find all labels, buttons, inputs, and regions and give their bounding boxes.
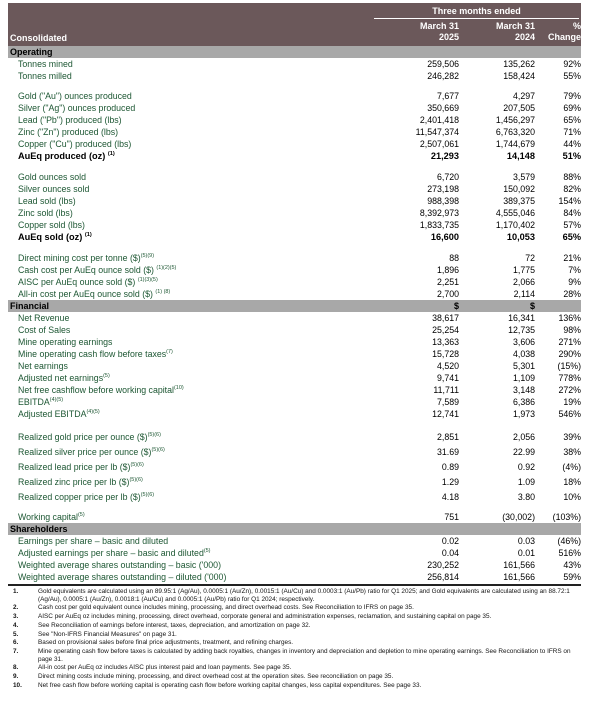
value-change: (4%)	[562, 461, 581, 472]
row-label: Realized gold price per ounce ($)$^{(5)(6)}$	[18, 431, 161, 442]
row-label: Copper ("Cu") produced (lbs)	[18, 138, 132, 149]
footnote-number: 9.	[13, 672, 19, 680]
value-change: 271%	[558, 336, 581, 347]
footnote-text: All-in cost per AuEq oz includes AISC plus interest paid and loan payments. See page 35.	[38, 664, 292, 672]
row-label: Tonnes milled	[18, 70, 72, 81]
footnote-item	[8, 673, 581, 681]
value-2025: 15,728	[432, 348, 459, 359]
footnote-item	[8, 664, 581, 672]
footnote-reference: (4)(5)	[86, 408, 100, 415]
value-2025: 256,814	[427, 571, 459, 582]
section-header-financial	[8, 300, 581, 312]
footnote-reference: (1)	[107, 151, 115, 158]
table-row	[8, 219, 581, 231]
footnote-number: 10.	[13, 681, 22, 689]
value-change: 65%	[563, 114, 581, 125]
value-2024: (30,002)	[502, 511, 535, 522]
value-2025: 0.89	[441, 461, 459, 472]
footnote-reference: (7)	[166, 348, 173, 355]
value-2025: 8,392,973	[419, 207, 459, 218]
table-row	[8, 126, 581, 138]
footnote-text: Direct mining costs include mining, processing, and direct overhead cost at the operation sites. See reconciliation on page 35.	[38, 672, 394, 680]
value-2025: 7,589	[436, 396, 459, 407]
period-span-label: Three months ended	[374, 5, 579, 19]
value-2024: 10,053	[506, 232, 535, 243]
row-label: Weighted average shares outstanding – basic ('000)	[18, 559, 221, 570]
value-change: 136%	[558, 312, 581, 323]
row-label: Cost of Sales	[18, 324, 71, 335]
row-label: Tonnes mined	[18, 58, 73, 69]
table-row	[8, 547, 581, 559]
row-label: Weighted average shares outstanding – diluted ('000)	[18, 571, 227, 582]
value-change: 55%	[563, 70, 581, 81]
value-2024: 72	[525, 252, 535, 263]
row-spacer	[8, 244, 581, 252]
value-2024: 1.09	[517, 476, 535, 487]
footnote-number: 7.	[13, 647, 19, 655]
table-row	[8, 58, 581, 70]
value-2025: 350,669	[427, 102, 459, 113]
value-2025: 259,506	[427, 58, 459, 69]
value-2025: 25,254	[432, 324, 459, 335]
table-row	[8, 90, 581, 102]
value-change: 88%	[563, 171, 581, 182]
value-2025: 1,833,735	[419, 219, 459, 230]
value-2024: 22.99	[512, 446, 535, 457]
value-2025: 2,507,061	[419, 138, 459, 149]
value-2024: 207,505	[503, 102, 535, 113]
table-row	[8, 511, 581, 523]
value-2024: 4,555,046	[495, 207, 535, 218]
value-2024: 1,744,679	[495, 138, 535, 149]
value-change: (103%)	[552, 511, 581, 522]
value-2024: 2,056	[512, 431, 535, 442]
row-spacer	[8, 163, 581, 171]
value-change: 272%	[558, 384, 581, 395]
value-change: 290%	[558, 348, 581, 359]
row-label: Net Revenue	[18, 312, 70, 323]
value-2025: 4.18	[441, 491, 459, 502]
value-2025: 13,363	[432, 336, 459, 347]
value-2024: 158,424	[503, 70, 535, 81]
footnote-reference: (5)(6)	[140, 491, 155, 498]
value-2024: 2,066	[512, 276, 535, 287]
table-row	[8, 360, 581, 372]
section-header-operating	[8, 46, 581, 58]
value-change: (46%)	[557, 535, 581, 546]
footnote-reference: (5)	[203, 547, 211, 554]
value-2024: 3,606	[512, 336, 535, 347]
value-change: 79%	[563, 90, 581, 101]
table-row	[8, 428, 581, 443]
footnote-item	[8, 639, 581, 647]
row-label: Zinc sold (lbs)	[18, 207, 73, 218]
value-2025: 0.02	[441, 535, 459, 546]
value-change: 516%	[558, 547, 581, 558]
row-spacer	[8, 82, 581, 90]
value-2024: 389,375	[503, 195, 535, 206]
footnote-reference: (1)(2)(5)	[156, 264, 177, 271]
value-change: 778%	[558, 372, 581, 383]
value-2025: 16,600	[430, 232, 459, 243]
value-2024: 0.92	[517, 461, 535, 472]
value-2025: 7,677	[436, 90, 459, 101]
row-label: AISC per AuEq ounce sold ($) $^{(1)(3)(5)}$	[18, 276, 158, 287]
value-2024: 4,297	[512, 90, 535, 101]
footnotes	[8, 584, 581, 689]
footnote-reference: (5)(9)	[140, 252, 155, 259]
value-change: 21%	[563, 252, 581, 263]
table-row	[8, 336, 581, 348]
value-2024: 1,109	[512, 372, 535, 383]
row-label: Lead ("Pb") produced (lbs)	[18, 114, 122, 125]
row-label: All-in cost per AuEq ounce sold ($) $^{(1) (8)}$	[18, 288, 171, 299]
footnote-item	[8, 622, 581, 630]
value-2025: 12,741	[432, 408, 459, 419]
footnote-reference: (10)	[173, 384, 184, 391]
row-label: Silver ounces sold	[18, 183, 90, 194]
section-header-shareholders	[8, 523, 581, 535]
section-title: Financial	[10, 300, 50, 311]
row-label: Net earnings	[18, 360, 68, 371]
value-2024: 161,566	[503, 559, 535, 570]
table-row	[8, 458, 581, 473]
footnote-reference: (5)(6)	[129, 476, 143, 483]
value-2024: 6,763,320	[495, 126, 535, 137]
currency-symbol-2024: $	[529, 300, 535, 311]
value-2025: 11,547,374	[415, 126, 459, 137]
value-2024: 6,386	[512, 396, 535, 407]
table-row	[8, 183, 581, 195]
footnote-reference: (1) (8)	[155, 288, 171, 295]
row-spacer	[8, 503, 581, 511]
table-row	[8, 396, 581, 408]
footnote-reference: (5)(6)	[151, 446, 165, 453]
table-row	[8, 207, 581, 219]
footnote-number: 2.	[13, 604, 19, 612]
value-2025: 2,401,418	[419, 114, 459, 125]
footnote-text: AISC per AuEq oz includes mining, processing, direct overhead, corporate general and administration expenses, reclamation, and sustaining capital on page 35.	[38, 613, 492, 621]
value-change: 18%	[563, 476, 581, 487]
value-2025: 751	[444, 511, 459, 522]
value-2024: 135,262	[503, 58, 535, 69]
value-change: 7%	[568, 264, 581, 275]
table-row	[8, 114, 581, 126]
footnote-number: 8.	[13, 664, 19, 672]
value-2024: 5,301	[512, 360, 535, 371]
value-2024: 3,579	[512, 171, 535, 182]
table-row	[8, 408, 581, 420]
table-row	[8, 535, 581, 547]
footnote-item	[8, 631, 581, 639]
value-change: 19%	[563, 396, 581, 407]
row-label: $EBITDA^{(4)(5)}$	[18, 396, 64, 407]
value-change: 51%	[562, 151, 581, 162]
value-2025: 2,851	[436, 431, 459, 442]
value-2024: 14,148	[506, 151, 535, 162]
row-label: Gold ("Au") ounces produced	[18, 90, 132, 101]
row-label: Realized copper price per lb ($)$^{(5)(6)}$	[18, 491, 155, 502]
value-2025: 11,711	[433, 384, 459, 395]
table-row	[8, 312, 581, 324]
value-2025: 31.69	[436, 446, 459, 457]
row-label: Mine operating cash flow before taxes$^{(7)}$	[18, 348, 173, 359]
section-title: Shareholders	[10, 523, 68, 534]
value-2024: 3,148	[512, 384, 535, 395]
footnote-item	[8, 648, 581, 663]
table-row	[8, 102, 581, 114]
value-2025: 2,700	[436, 288, 459, 299]
footnote-number: 3.	[13, 613, 19, 621]
column-header-2025: March 31 2025	[419, 21, 459, 42]
table-row	[8, 348, 581, 360]
value-2025: 9,741	[436, 372, 459, 383]
table-row	[8, 559, 581, 571]
value-2025: 246,282	[427, 70, 459, 81]
value-2025: 21,293	[430, 151, 459, 162]
value-2025: 988,398	[427, 195, 459, 206]
column-header-2024: March 31 2024	[495, 21, 535, 42]
value-2025: 1,896	[436, 264, 459, 275]
footnote-item	[8, 604, 581, 612]
value-2024: 1,170,402	[495, 219, 535, 230]
footnote-number: 1.	[13, 588, 19, 596]
value-2025: 0.04	[441, 547, 459, 558]
value-2024: 0.01	[517, 547, 535, 558]
value-2024: 1,456,297	[495, 114, 535, 125]
footnote-item	[8, 588, 581, 603]
table-row	[8, 195, 581, 207]
table-row	[8, 443, 581, 458]
row-label: Adjusted $EBITDA^{(4)(5)}$	[18, 408, 100, 419]
value-change: 59%	[563, 571, 581, 582]
footnote-reference: (5)(6)	[130, 461, 144, 468]
value-2024: 12,735	[508, 324, 535, 335]
value-2024: 161,566	[503, 571, 535, 582]
table-row	[8, 70, 581, 82]
value-2024: 0.03	[517, 535, 535, 546]
table-row	[8, 372, 581, 384]
table-row	[8, 138, 581, 150]
table-row	[8, 324, 581, 336]
table-row	[8, 276, 581, 288]
table-row	[8, 288, 581, 300]
footnote-text: Net free cash flow before working capital is operating cash flow before working capital changes, less capital expenditures. See page 33.	[38, 681, 422, 689]
value-2025: 6,720	[436, 171, 459, 182]
value-change: 92%	[563, 58, 581, 69]
table-row	[8, 473, 581, 488]
footnote-text: See Reconciliation of earnings before interest, taxes, depreciation, and amortization on page 32.	[38, 621, 311, 629]
footnote-text: Mine operating cash flow before taxes is calculated by adding back royalties, changes in inventory and depreciation and depletion to mine operating earnings. See Reconciliation to IFRS on page 31.	[38, 647, 571, 663]
value-change: 39%	[563, 431, 581, 442]
value-2025: 4,520	[436, 360, 459, 371]
value-change: 65%	[562, 232, 581, 243]
footnote-item	[8, 682, 581, 690]
row-label: Adjusted earnings per share – basic and diluted$^{(5)}$	[18, 547, 211, 558]
value-change: 69%	[563, 102, 581, 113]
value-2024: 16,341	[508, 312, 535, 323]
table-row	[8, 231, 581, 244]
value-change: 10%	[563, 491, 581, 502]
footnote-text: Gold equivalents are calculated using an 89.95:1 (Ag/Au), 0.0005:1 (Au/Zn), 0.0015:1 (Au/Cu) and 0.0003:1 (Au/Pb) ratio for Q1 2025; and Gold equivalents are calculated using an 88.72:1 (Ag/Au), 0.0005:1 (Au/Zn), 0.0018:1 (Au/Cu) and 0.0005:1 (Au/Pb) ratio for Q1 2024; respectively.	[38, 588, 570, 603]
table-body	[8, 46, 581, 583]
row-label: Silver ("Ag") ounces produced	[18, 102, 136, 113]
row-label: Earnings per share – basic and diluted	[18, 535, 169, 546]
row-spacer	[8, 420, 581, 428]
value-2024: 150,092	[503, 183, 535, 194]
value-change: 98%	[563, 324, 581, 335]
value-2024: 2,114	[513, 288, 535, 299]
row-label: Cash cost per AuEq ounce sold ($) $^{(1)(2)(5)}$	[18, 264, 177, 275]
table-row	[8, 252, 581, 264]
table-row	[8, 264, 581, 276]
row-label: Realized silver price per ounce ($)$^{(5)(6)}$	[18, 446, 165, 457]
value-2025: 273,198	[427, 183, 459, 194]
currency-symbol-2025: $	[453, 300, 459, 311]
row-label: Realized lead price per lb ($)$^{(5)(6)}$	[18, 461, 144, 472]
row-label: Gold ounces sold	[18, 171, 86, 182]
row-label: Realized zinc price per lb ($)$^{(5)(6)}$	[18, 476, 143, 487]
footnote-reference: (5)(6)	[147, 431, 161, 438]
row-label: Direct mining cost per tonne ($)$^{(5)(9)}$	[18, 252, 155, 263]
row-label: Adjusted net earnings$^{(5)}$	[18, 372, 110, 383]
row-label: Working capital$^{(5)}$	[18, 511, 85, 522]
footnote-reference: (1)	[84, 232, 92, 239]
consolidated-label: Consolidated	[10, 32, 68, 43]
value-change: 38%	[563, 446, 581, 457]
value-change: 57%	[563, 219, 581, 230]
value-2024: 1,775	[512, 264, 535, 275]
footnote-reference: (1)(3)(5)	[137, 276, 158, 283]
footnote-text: See "Non-IFRS Financial Measures" on page 31.	[38, 630, 177, 638]
section-title: Operating	[10, 46, 53, 57]
value-2025: 88	[449, 252, 459, 263]
value-change: 84%	[563, 207, 581, 218]
value-change: 71%	[563, 126, 581, 137]
row-label: AuEq sold (oz) $^{(1)}$	[18, 232, 92, 243]
table-row	[8, 171, 581, 183]
value-change: (15%)	[557, 360, 581, 371]
table-row	[8, 150, 581, 163]
footnote-number: 5.	[13, 630, 19, 638]
row-label: Mine operating earnings	[18, 336, 113, 347]
footnote-reference: (5)	[77, 511, 85, 518]
value-change: 546%	[558, 408, 581, 419]
footnote-reference: (5)	[103, 372, 110, 379]
footnote-number: 6.	[13, 639, 19, 647]
row-label: Zinc ("Zn") produced (lbs)	[18, 126, 119, 137]
value-2025: 38,617	[432, 312, 459, 323]
value-2024: 4,038	[512, 348, 535, 359]
footnote-reference: (4)(5)	[49, 396, 64, 403]
footnote-text: Cash cost per gold equivalent ounce includes mining, processing, and direct overhead costs. See Reconciliation to IFRS on page 35.	[38, 604, 414, 612]
row-label: Copper sold (lbs)	[18, 219, 85, 230]
table-row	[8, 384, 581, 396]
table-row	[8, 488, 581, 503]
row-label: Lead sold (lbs)	[18, 195, 76, 206]
value-2024: 3.80	[517, 491, 535, 502]
footnote-text: Based on provisional sales before final price adjustments, treatment, and refining charges.	[38, 639, 294, 647]
table-row	[8, 571, 581, 583]
value-change: 154%	[558, 195, 581, 206]
value-2025: 1.29	[441, 476, 459, 487]
value-2024: 1,973	[512, 408, 535, 419]
table-header	[8, 3, 581, 46]
footnote-number: 4.	[13, 621, 19, 629]
value-2025: 2,251	[436, 276, 459, 287]
value-change: 82%	[563, 183, 581, 194]
value-change: 28%	[563, 288, 581, 299]
value-2025: 230,252	[427, 559, 459, 570]
value-change: 43%	[563, 559, 581, 570]
footnote-item	[8, 613, 581, 621]
row-label: Net free cashflow before working capital$^{(10)}$	[18, 384, 184, 395]
value-change: 9%	[568, 276, 581, 287]
row-label: AuEq produced (oz) $^{(1)}$	[18, 151, 115, 162]
value-change: 44%	[563, 138, 581, 149]
column-header-change: % Change	[547, 21, 581, 42]
